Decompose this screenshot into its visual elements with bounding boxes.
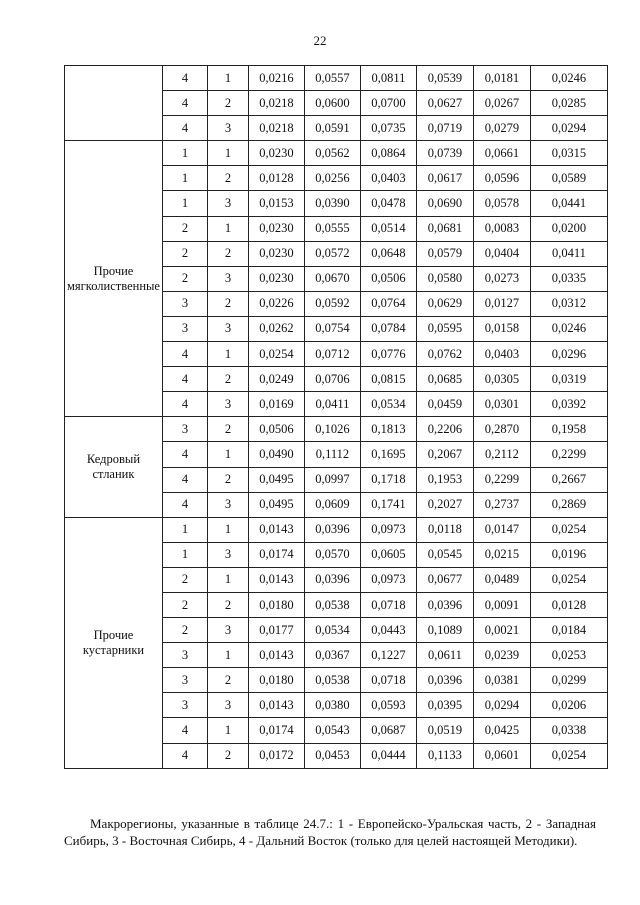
value-cell: 0,0218	[248, 91, 304, 116]
index-cell: 2	[207, 743, 248, 768]
index-cell: 1	[207, 517, 248, 542]
index-cell: 3	[207, 618, 248, 643]
value-cell: 0,0404	[473, 241, 530, 266]
index-cell: 3	[207, 693, 248, 718]
value-cell: 0,0973	[360, 517, 416, 542]
value-cell: 0,0601	[473, 743, 530, 768]
value-cell: 0,0811	[360, 66, 416, 91]
value-cell: 0,0396	[304, 567, 360, 592]
value-cell: 0,1741	[360, 492, 416, 517]
index-cell: 1	[207, 216, 248, 241]
index-cell: 1	[162, 542, 207, 567]
value-cell: 0,0254	[530, 517, 607, 542]
value-cell: 0,1026	[304, 417, 360, 442]
value-cell: 0,0677	[416, 567, 473, 592]
value-cell: 0,0495	[248, 492, 304, 517]
value-cell: 0,0367	[304, 643, 360, 668]
value-cell: 0,0579	[416, 241, 473, 266]
index-cell: 4	[162, 392, 207, 417]
index-cell: 3	[207, 266, 248, 291]
value-cell: 0,0718	[360, 668, 416, 693]
index-cell: 3	[207, 191, 248, 216]
value-cell: 0,0206	[530, 693, 607, 718]
value-cell: 0,0083	[473, 216, 530, 241]
index-cell: 1	[207, 718, 248, 743]
value-cell: 0,0315	[530, 141, 607, 166]
value-cell: 0,0184	[530, 618, 607, 643]
index-cell: 4	[162, 442, 207, 467]
value-cell: 0,0719	[416, 116, 473, 141]
value-cell: 0,0690	[416, 191, 473, 216]
value-cell: 0,0335	[530, 266, 607, 291]
value-cell: 0,0128	[530, 592, 607, 617]
value-cell: 0,0218	[248, 116, 304, 141]
value-cell: 0,0380	[304, 693, 360, 718]
index-cell: 2	[207, 417, 248, 442]
value-cell: 0,0143	[248, 567, 304, 592]
index-cell: 2	[207, 668, 248, 693]
value-cell: 0,0294	[473, 693, 530, 718]
index-cell: 1	[207, 567, 248, 592]
value-cell: 0,0596	[473, 166, 530, 191]
index-cell: 2	[207, 241, 248, 266]
value-cell: 0,0627	[416, 91, 473, 116]
value-cell: 0,0519	[416, 718, 473, 743]
value-cell: 0,0396	[416, 668, 473, 693]
value-cell: 0,1958	[530, 417, 607, 442]
value-cell: 0,1718	[360, 467, 416, 492]
value-cell: 0,0557	[304, 66, 360, 91]
value-cell: 0,0784	[360, 316, 416, 341]
value-cell: 0,0395	[416, 693, 473, 718]
index-cell: 2	[162, 266, 207, 291]
value-cell: 0,0294	[530, 116, 607, 141]
footnote: Макрорегионы, указанные в таблице 24.7.: 1 - Европейско-Уральская часть, 2 - Западная Сибирь, 3 - Восточная Сибирь, 4 - Дальний Восток (только для целей настоящей Методики).	[64, 816, 596, 848]
value-cell: 0,0617	[416, 166, 473, 191]
index-cell: 4	[162, 66, 207, 91]
value-cell: 0,0534	[304, 618, 360, 643]
index-cell: 1	[162, 517, 207, 542]
index-cell: 1	[207, 141, 248, 166]
value-cell: 0,0490	[248, 442, 304, 467]
value-cell: 0,0534	[360, 392, 416, 417]
value-cell: 0,0319	[530, 367, 607, 392]
value-cell: 0,0539	[416, 66, 473, 91]
value-cell: 0,0143	[248, 517, 304, 542]
value-cell: 0,0864	[360, 141, 416, 166]
index-cell: 4	[162, 342, 207, 367]
value-cell: 0,0578	[473, 191, 530, 216]
value-cell: 0,0174	[248, 542, 304, 567]
value-cell: 0,0230	[248, 141, 304, 166]
index-cell: 1	[207, 66, 248, 91]
index-cell: 2	[207, 91, 248, 116]
value-cell: 0,0592	[304, 291, 360, 316]
value-cell: 0,0338	[530, 718, 607, 743]
value-cell: 0,0180	[248, 668, 304, 693]
value-cell: 0,0390	[304, 191, 360, 216]
value-cell: 0,0312	[530, 291, 607, 316]
value-cell: 0,0685	[416, 367, 473, 392]
table-row	[65, 66, 608, 91]
index-cell: 3	[207, 392, 248, 417]
value-cell: 0,0754	[304, 316, 360, 341]
value-cell: 0,2667	[530, 467, 607, 492]
index-cell: 4	[162, 91, 207, 116]
value-cell: 0,0735	[360, 116, 416, 141]
value-cell: 0,0712	[304, 342, 360, 367]
index-cell: 3	[162, 643, 207, 668]
table-row	[65, 141, 608, 166]
value-cell: 0,0301	[473, 392, 530, 417]
value-cell: 0,0296	[530, 342, 607, 367]
value-cell: 0,0739	[416, 141, 473, 166]
value-cell: 0,0396	[416, 592, 473, 617]
index-cell: 3	[162, 417, 207, 442]
index-cell: 2	[162, 241, 207, 266]
table-row	[65, 417, 608, 442]
value-cell: 0,0776	[360, 342, 416, 367]
index-cell: 1	[207, 442, 248, 467]
value-cell: 0,0555	[304, 216, 360, 241]
value-cell: 0,1089	[416, 618, 473, 643]
index-cell: 4	[162, 116, 207, 141]
index-cell: 1	[162, 141, 207, 166]
value-cell: 0,0629	[416, 291, 473, 316]
table-body	[65, 66, 608, 769]
value-cell: 0,0254	[530, 743, 607, 768]
index-cell: 4	[162, 718, 207, 743]
value-cell: 0,2027	[416, 492, 473, 517]
value-cell: 0,0396	[304, 517, 360, 542]
value-cell: 0,0687	[360, 718, 416, 743]
value-cell: 0,0262	[248, 316, 304, 341]
value-cell: 0,0459	[416, 392, 473, 417]
value-cell: 0,2869	[530, 492, 607, 517]
value-cell: 0,0239	[473, 643, 530, 668]
value-cell: 0,0226	[248, 291, 304, 316]
value-cell: 0,0595	[416, 316, 473, 341]
value-cell: 0,0600	[304, 91, 360, 116]
value-cell: 0,0215	[473, 542, 530, 567]
index-cell: 3	[207, 116, 248, 141]
value-cell: 0,0174	[248, 718, 304, 743]
value-cell: 0,0441	[530, 191, 607, 216]
value-cell: 0,2299	[530, 442, 607, 467]
value-cell: 0,0118	[416, 517, 473, 542]
value-cell: 0,1133	[416, 743, 473, 768]
value-cell: 0,0453	[304, 743, 360, 768]
value-cell: 0,0230	[248, 266, 304, 291]
value-cell: 0,0254	[530, 567, 607, 592]
value-cell: 0,0403	[360, 166, 416, 191]
value-cell: 0,1953	[416, 467, 473, 492]
value-cell: 0,0299	[530, 668, 607, 693]
value-cell: 0,0580	[416, 266, 473, 291]
value-cell: 0,0593	[360, 693, 416, 718]
value-cell: 0,1695	[360, 442, 416, 467]
value-cell: 0,0273	[473, 266, 530, 291]
index-cell: 2	[207, 467, 248, 492]
value-cell: 0,2299	[473, 467, 530, 492]
index-cell: 2	[162, 216, 207, 241]
value-cell: 0,0246	[530, 66, 607, 91]
value-cell: 0,0181	[473, 66, 530, 91]
value-cell: 0,1112	[304, 442, 360, 467]
index-cell: 1	[207, 643, 248, 668]
index-cell: 3	[207, 316, 248, 341]
index-cell: 2	[162, 567, 207, 592]
value-cell: 0,0425	[473, 718, 530, 743]
index-cell: 2	[162, 618, 207, 643]
index-cell: 3	[207, 542, 248, 567]
value-cell: 0,0605	[360, 542, 416, 567]
value-cell: 0,0127	[473, 291, 530, 316]
index-cell: 3	[162, 291, 207, 316]
value-cell: 0,0718	[360, 592, 416, 617]
coefficients-table	[64, 65, 608, 769]
value-cell: 0,0267	[473, 91, 530, 116]
value-cell: 0,0538	[304, 592, 360, 617]
value-cell: 0,0091	[473, 592, 530, 617]
value-cell: 0,0381	[473, 668, 530, 693]
value-cell: 0,0158	[473, 316, 530, 341]
value-cell: 0,2206	[416, 417, 473, 442]
value-cell: 0,0216	[248, 66, 304, 91]
group-label: Прочие кустарники	[65, 517, 163, 768]
value-cell: 0,0403	[473, 342, 530, 367]
index-cell: 4	[162, 467, 207, 492]
table-row	[65, 517, 608, 542]
value-cell: 0,0545	[416, 542, 473, 567]
value-cell: 0,0279	[473, 116, 530, 141]
value-cell: 0,0230	[248, 241, 304, 266]
value-cell: 0,2870	[473, 417, 530, 442]
value-cell: 0,0180	[248, 592, 304, 617]
value-cell: 0,0411	[304, 392, 360, 417]
value-cell: 0,0570	[304, 542, 360, 567]
value-cell: 0,0285	[530, 91, 607, 116]
value-cell: 0,0973	[360, 567, 416, 592]
value-cell: 0,0196	[530, 542, 607, 567]
value-cell: 0,0543	[304, 718, 360, 743]
index-cell: 2	[207, 592, 248, 617]
index-cell: 1	[207, 342, 248, 367]
value-cell: 0,1813	[360, 417, 416, 442]
value-cell: 0,0997	[304, 467, 360, 492]
value-cell: 0,0200	[530, 216, 607, 241]
value-cell: 0,0256	[304, 166, 360, 191]
value-cell: 0,0648	[360, 241, 416, 266]
value-cell: 0,0706	[304, 367, 360, 392]
value-cell: 0,0495	[248, 467, 304, 492]
index-cell: 2	[207, 291, 248, 316]
index-cell: 3	[207, 492, 248, 517]
index-cell: 2	[207, 166, 248, 191]
value-cell: 0,0562	[304, 141, 360, 166]
value-cell: 0,0591	[304, 116, 360, 141]
value-cell: 0,0700	[360, 91, 416, 116]
value-cell: 0,0392	[530, 392, 607, 417]
value-cell: 0,0169	[248, 392, 304, 417]
index-cell: 4	[162, 367, 207, 392]
value-cell: 0,0514	[360, 216, 416, 241]
index-cell: 4	[162, 743, 207, 768]
value-cell: 0,0762	[416, 342, 473, 367]
value-cell: 0,0172	[248, 743, 304, 768]
page-number: 22	[313, 33, 327, 48]
value-cell: 0,0764	[360, 291, 416, 316]
index-cell: 3	[162, 668, 207, 693]
value-cell: 0,0254	[248, 342, 304, 367]
value-cell: 0,2067	[416, 442, 473, 467]
value-cell: 0,0670	[304, 266, 360, 291]
value-cell: 0,0815	[360, 367, 416, 392]
value-cell: 0,0538	[304, 668, 360, 693]
value-cell: 0,2737	[473, 492, 530, 517]
value-cell: 0,0411	[530, 241, 607, 266]
value-cell: 0,0128	[248, 166, 304, 191]
index-cell: 1	[162, 191, 207, 216]
value-cell: 0,0478	[360, 191, 416, 216]
value-cell: 0,0589	[530, 166, 607, 191]
value-cell: 0,0506	[248, 417, 304, 442]
value-cell: 0,0444	[360, 743, 416, 768]
value-cell: 0,0506	[360, 266, 416, 291]
value-cell: 0,0153	[248, 191, 304, 216]
value-cell: 0,0489	[473, 567, 530, 592]
index-cell: 2	[162, 592, 207, 617]
index-cell: 3	[162, 316, 207, 341]
group-label: Кедровый стланик	[65, 417, 163, 517]
value-cell: 0,0572	[304, 241, 360, 266]
value-cell: 0,0021	[473, 618, 530, 643]
index-cell: 2	[207, 367, 248, 392]
index-cell: 1	[162, 166, 207, 191]
value-cell: 0,0249	[248, 367, 304, 392]
value-cell: 0,0246	[530, 316, 607, 341]
index-cell: 4	[162, 492, 207, 517]
value-cell: 0,0609	[304, 492, 360, 517]
value-cell: 0,0143	[248, 693, 304, 718]
value-cell: 0,0253	[530, 643, 607, 668]
value-cell: 0,0305	[473, 367, 530, 392]
value-cell: 0,0147	[473, 517, 530, 542]
group-label	[65, 66, 163, 141]
value-cell: 0,0681	[416, 216, 473, 241]
value-cell: 0,0230	[248, 216, 304, 241]
value-cell: 0,1227	[360, 643, 416, 668]
value-cell: 0,0143	[248, 643, 304, 668]
value-cell: 0,0443	[360, 618, 416, 643]
value-cell: 0,2112	[473, 442, 530, 467]
value-cell: 0,0611	[416, 643, 473, 668]
group-label: Прочие мягколиственные	[65, 141, 163, 417]
index-cell: 3	[162, 693, 207, 718]
value-cell: 0,0177	[248, 618, 304, 643]
value-cell: 0,0661	[473, 141, 530, 166]
